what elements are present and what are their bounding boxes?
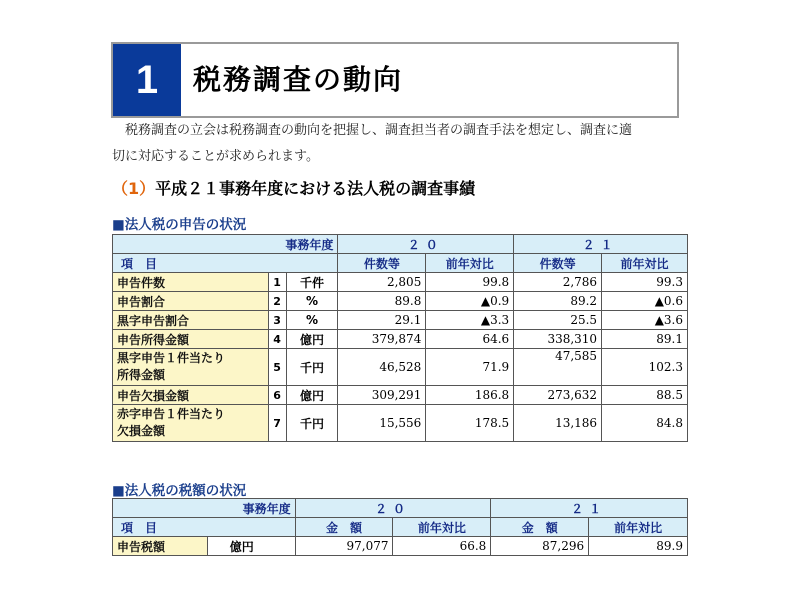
ratio-21: 89.1 <box>602 330 688 349</box>
ratio-20: 66.8 <box>393 537 491 556</box>
table-row <box>113 405 688 442</box>
ratio-21: 84.8 <box>602 405 688 442</box>
table-row <box>113 273 688 292</box>
section-title: 平成２１事務年度における法人税の調査事績 <box>155 179 476 198</box>
value-20: 46,528 <box>338 349 426 386</box>
col-header: 前年対比 <box>602 254 688 273</box>
row-label-line-1: 赤字申告１件当たり <box>117 407 226 421</box>
table-row <box>113 311 688 330</box>
ratio-20: 71.9 <box>426 349 514 386</box>
row-number: 7 <box>268 405 286 442</box>
value-20: 379,874 <box>338 330 426 349</box>
ratio-20: 186.8 <box>426 386 514 405</box>
table1-heading: ■法人税の申告の状況 <box>112 217 247 233</box>
row-label-line-2: 欠損金額 <box>117 424 166 438</box>
row-unit: % <box>286 292 338 311</box>
year-20-header: ２０ <box>338 235 514 254</box>
ratio-20: ▲0.9 <box>426 292 514 311</box>
corporate-tax-amount-table <box>112 498 688 556</box>
col-header: 金 額 <box>295 518 393 537</box>
value-20: 29.1 <box>338 311 426 330</box>
row-label-line-1: 黒字申告１件当たり <box>117 351 226 365</box>
ratio-21: ▲3.6 <box>602 311 688 330</box>
row-label: 申告欠損金額 <box>113 386 269 405</box>
value-21: 47,585 <box>514 349 602 386</box>
chapter-title: 税務調査の動向 <box>193 63 404 96</box>
value-21: 89.2 <box>514 292 602 311</box>
row-number: 2 <box>268 292 286 311</box>
era-label: 事務年度 <box>113 235 338 254</box>
corporate-tax-filing-table <box>112 234 688 442</box>
row-unit: 千円 <box>286 349 338 386</box>
col-header: 前年対比 <box>393 518 491 537</box>
row-label: 黒字申告割合 <box>113 311 269 330</box>
row-unit: % <box>286 311 338 330</box>
table-row <box>113 537 688 556</box>
value-21: 25.5 <box>514 311 602 330</box>
item-label: 項 目 <box>113 254 338 273</box>
row-label: 申告割合 <box>113 292 269 311</box>
table-row <box>113 292 688 311</box>
ratio-21: 89.9 <box>589 537 688 556</box>
row-unit: 千円 <box>286 405 338 442</box>
row-label <box>113 405 269 442</box>
row-label-line-2: 所得金額 <box>117 368 166 382</box>
year-20-header: ２０ <box>295 499 491 518</box>
value-20: 2,805 <box>338 273 426 292</box>
row-unit: 億円 <box>286 330 338 349</box>
col-header: 金 額 <box>491 518 589 537</box>
row-label: 申告件数 <box>113 273 269 292</box>
row-number: 1 <box>268 273 286 292</box>
ratio-20: ▲3.3 <box>426 311 514 330</box>
era-label: 事務年度 <box>113 499 296 518</box>
row-label <box>113 349 269 386</box>
value-21: 338,310 <box>514 330 602 349</box>
ratio-20: 178.5 <box>426 405 514 442</box>
table2-heading: ■法人税の税額の状況 <box>112 483 247 499</box>
chapter-header <box>111 42 679 118</box>
ratio-20: 99.8 <box>426 273 514 292</box>
row-label: 申告税額 <box>113 537 208 556</box>
item-label: 項 目 <box>113 518 296 537</box>
table-row <box>113 386 688 405</box>
value-21: 2,786 <box>514 273 602 292</box>
value-21: 87,296 <box>491 537 589 556</box>
row-unit: 億円 <box>207 537 295 556</box>
col-header: 件数等 <box>338 254 426 273</box>
table-header-row-years <box>113 499 688 518</box>
col-header: 前年対比 <box>426 254 514 273</box>
section-heading <box>112 176 475 199</box>
table-row <box>113 349 688 386</box>
col-header: 前年対比 <box>589 518 688 537</box>
ratio-21: 88.5 <box>602 386 688 405</box>
ratio-20: 64.6 <box>426 330 514 349</box>
intro-line-2: 切に対応することが求められます。 <box>112 149 319 164</box>
value-20: 89.8 <box>338 292 426 311</box>
row-label: 申告所得金額 <box>113 330 269 349</box>
row-unit: 億円 <box>286 386 338 405</box>
chapter-number: 1 <box>113 44 181 116</box>
value-20: 309,291 <box>338 386 426 405</box>
row-number: 6 <box>268 386 286 405</box>
year-21-header: ２１ <box>514 235 688 254</box>
row-unit: 千件 <box>286 273 338 292</box>
table-header-row-cols <box>113 518 688 537</box>
ratio-21: 99.3 <box>602 273 688 292</box>
col-header: 件数等 <box>514 254 602 273</box>
table-row <box>113 330 688 349</box>
value-21: 13,186 <box>514 405 602 442</box>
value-20: 15,556 <box>338 405 426 442</box>
table-header-row-years <box>113 235 688 254</box>
value-21: 273,632 <box>514 386 602 405</box>
row-number: 5 <box>268 349 286 386</box>
ratio-21: 102.3 <box>602 349 688 386</box>
value-20: 97,077 <box>295 537 393 556</box>
section-number: （1） <box>112 179 156 198</box>
year-21-header: ２１ <box>491 499 688 518</box>
ratio-21: ▲0.6 <box>602 292 688 311</box>
row-number: 3 <box>268 311 286 330</box>
table-header-row-cols <box>113 254 688 273</box>
intro-paragraph <box>112 118 688 170</box>
intro-line-1: 税務調査の立会は税務調査の動向を把握し、調査担当者の調査手法を想定し、調査に適 <box>125 123 633 138</box>
row-number: 4 <box>268 330 286 349</box>
